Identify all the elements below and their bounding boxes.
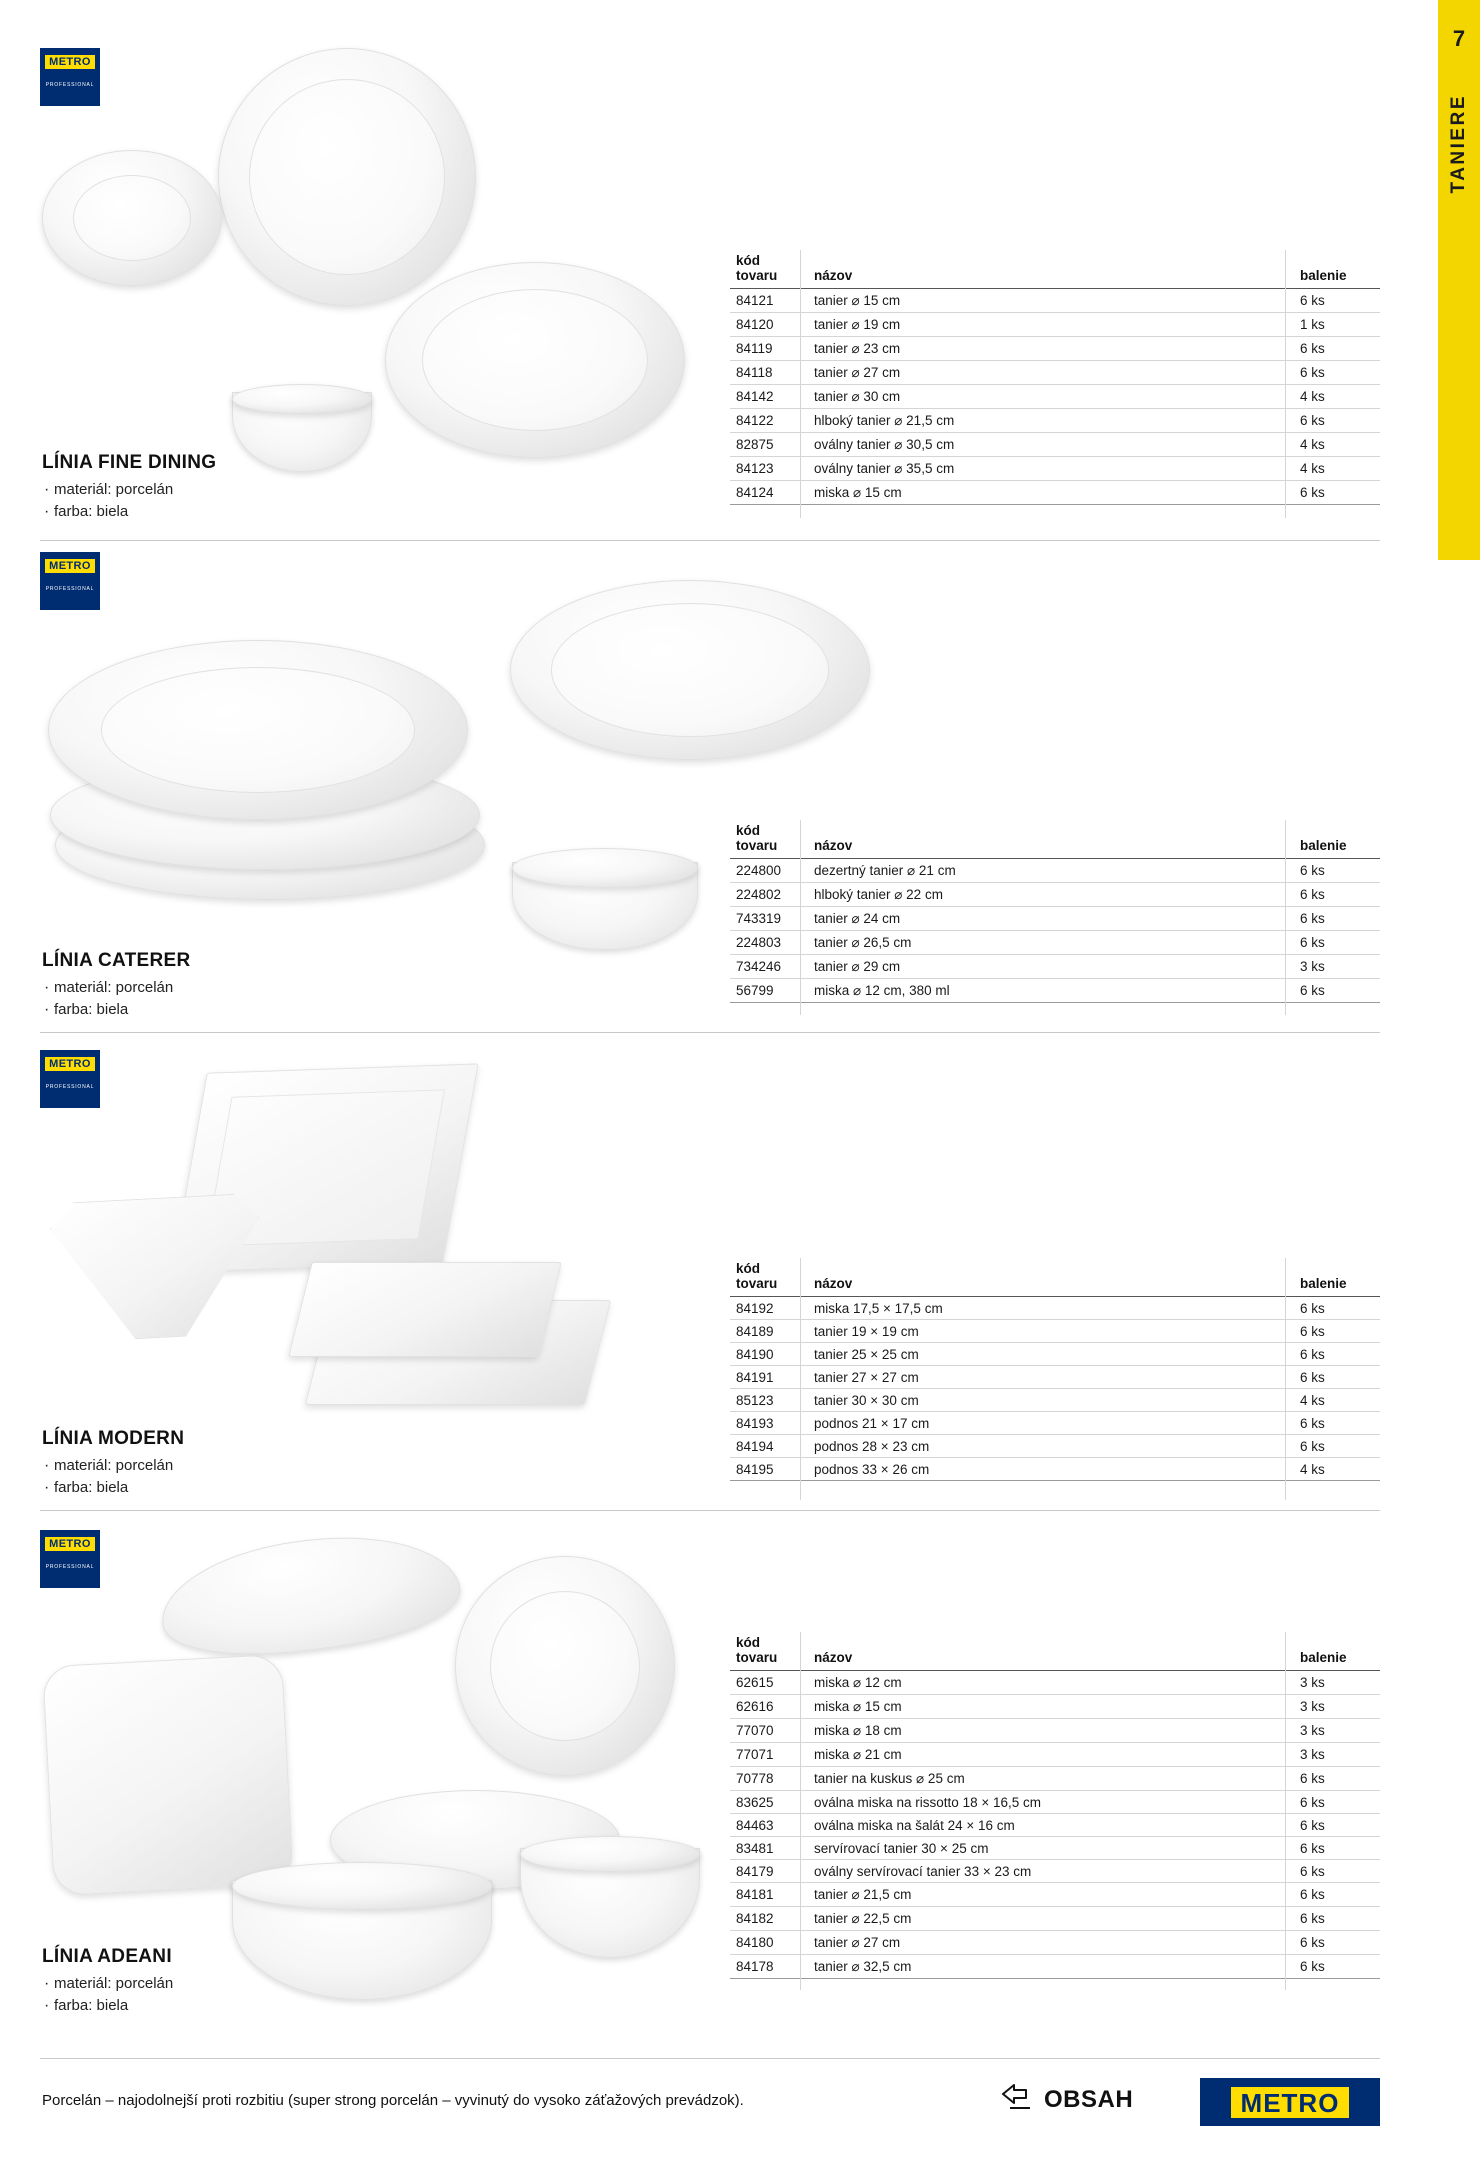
cell-name: tanier ⌀ 24 cm xyxy=(808,907,1294,931)
table-row xyxy=(730,1671,1380,1695)
obsah-label: OBSAH xyxy=(1044,2085,1134,2113)
cell-name: oválny servírovací tanier 33 × 23 cm xyxy=(808,1860,1294,1883)
back-arrow-icon xyxy=(1000,2082,1034,2117)
table-row xyxy=(730,859,1380,883)
table-row xyxy=(730,313,1380,337)
table-row xyxy=(730,979,1380,1003)
column-header-code: kód tovaru xyxy=(730,250,808,289)
cell-pack: 4 ks xyxy=(1294,433,1380,457)
table-row xyxy=(730,1814,1380,1837)
line-spec: · farba: biela xyxy=(42,999,191,1021)
table-row xyxy=(730,955,1380,979)
table-row xyxy=(730,361,1380,385)
cell-name: tanier ⌀ 29 cm xyxy=(808,955,1294,979)
cell-code: 84119 xyxy=(730,337,808,361)
cell-name: tanier ⌀ 30 cm xyxy=(808,385,1294,409)
cell-pack: 6 ks xyxy=(1294,1297,1380,1320)
cell-name: tanier na kuskus ⌀ 25 cm xyxy=(808,1767,1294,1791)
cell-pack: 3 ks xyxy=(1294,1695,1380,1719)
table-row xyxy=(730,907,1380,931)
line-title: LÍNIA ADEANI xyxy=(42,1946,172,1967)
table-column-divider xyxy=(800,250,801,518)
cell-code: 84463 xyxy=(730,1814,808,1837)
section-divider xyxy=(40,1510,1380,1511)
cell-name: miska ⌀ 15 cm xyxy=(808,481,1294,505)
cell-pack: 6 ks xyxy=(1294,907,1380,931)
cell-code: 62616 xyxy=(730,1695,808,1719)
cell-pack: 3 ks xyxy=(1294,1671,1380,1695)
metro-footer-wordmark: METRO xyxy=(1231,2087,1350,2118)
cell-name: oválna miska na rissotto 18 × 16,5 cm xyxy=(808,1791,1294,1814)
cell-pack: 6 ks xyxy=(1294,859,1380,883)
table-row xyxy=(730,1320,1380,1343)
table-row xyxy=(730,1695,1380,1719)
line-info-adeani xyxy=(42,1946,173,2017)
table-row xyxy=(730,1791,1380,1814)
cell-code: 84180 xyxy=(730,1931,808,1955)
cell-code: 84194 xyxy=(730,1435,808,1458)
cell-name: tanier ⌀ 27 cm xyxy=(808,361,1294,385)
cell-name: dezertný tanier ⌀ 21 cm xyxy=(808,859,1294,883)
cell-name: hlboký tanier ⌀ 22 cm xyxy=(808,883,1294,907)
cell-code: 224803 xyxy=(730,931,808,955)
cell-name: miska ⌀ 15 cm xyxy=(808,1695,1294,1719)
section-divider xyxy=(40,540,1380,541)
table-column-divider xyxy=(1285,820,1286,1015)
cell-code: 84182 xyxy=(730,1907,808,1931)
cell-pack: 1 ks xyxy=(1294,313,1380,337)
cell-name: miska ⌀ 12 cm xyxy=(808,1671,1294,1695)
table-row xyxy=(730,409,1380,433)
cell-name: podnos 21 × 17 cm xyxy=(808,1412,1294,1435)
cell-code: 84123 xyxy=(730,457,808,481)
metro-wordmark: METRO xyxy=(45,1537,95,1551)
cell-pack: 6 ks xyxy=(1294,1814,1380,1837)
cell-name: oválny tanier ⌀ 35,5 cm xyxy=(808,457,1294,481)
table-row xyxy=(730,1389,1380,1412)
footer-divider xyxy=(40,2058,1380,2059)
table-row xyxy=(730,1955,1380,1979)
cell-code: 77070 xyxy=(730,1719,808,1743)
cell-code: 734246 xyxy=(730,955,808,979)
cell-pack: 6 ks xyxy=(1294,1791,1380,1814)
cell-name: miska ⌀ 12 cm, 380 ml xyxy=(808,979,1294,1003)
cell-name: tanier 27 × 27 cm xyxy=(808,1366,1294,1389)
table-row xyxy=(730,1860,1380,1883)
cell-code: 84118 xyxy=(730,361,808,385)
cell-code: 84191 xyxy=(730,1366,808,1389)
cell-pack: 6 ks xyxy=(1294,1435,1380,1458)
table-row xyxy=(730,337,1380,361)
line-spec: · farba: biela xyxy=(42,501,216,523)
cell-name: tanier ⌀ 22,5 cm xyxy=(808,1907,1294,1931)
cell-pack: 6 ks xyxy=(1294,1320,1380,1343)
cell-pack: 3 ks xyxy=(1294,1719,1380,1743)
section-tab-label: TANIERE xyxy=(1448,94,1469,194)
cell-pack: 6 ks xyxy=(1294,409,1380,433)
cell-code: 84142 xyxy=(730,385,808,409)
cell-code: 84192 xyxy=(730,1297,808,1320)
cell-code: 84121 xyxy=(730,289,808,313)
table-column-divider xyxy=(800,1632,801,1990)
cell-pack: 6 ks xyxy=(1294,931,1380,955)
product-table-adeani xyxy=(730,1632,1380,1979)
cell-pack: 6 ks xyxy=(1294,1767,1380,1791)
cell-pack: 3 ks xyxy=(1294,1743,1380,1767)
cell-code: 84195 xyxy=(730,1458,808,1481)
cell-name: miska ⌀ 21 cm xyxy=(808,1743,1294,1767)
section-divider xyxy=(40,1032,1380,1033)
table-row xyxy=(730,1907,1380,1931)
cell-code: 84181 xyxy=(730,1883,808,1907)
cell-code: 84189 xyxy=(730,1320,808,1343)
cell-name: tanier ⌀ 26,5 cm xyxy=(808,931,1294,955)
table-column-divider xyxy=(1285,250,1286,518)
line-info-fine-dining xyxy=(42,452,216,523)
cell-pack: 6 ks xyxy=(1294,1955,1380,1979)
cell-pack: 6 ks xyxy=(1294,1860,1380,1883)
cell-name: tanier ⌀ 32,5 cm xyxy=(808,1955,1294,1979)
column-header-name: názov xyxy=(808,1632,1294,1671)
table-header-row xyxy=(730,1632,1380,1671)
cell-code: 62615 xyxy=(730,1671,808,1695)
line-spec: · materiál: porcelán xyxy=(42,1455,184,1477)
metro-professional-subtitle: PROFESSIONAL xyxy=(45,1564,95,1570)
cell-name: miska 17,5 × 17,5 cm xyxy=(808,1297,1294,1320)
table-column-divider xyxy=(1285,1632,1286,1990)
column-header-pack: balenie xyxy=(1294,820,1380,859)
table-row xyxy=(730,457,1380,481)
table-row xyxy=(730,1366,1380,1389)
cell-name: tanier ⌀ 15 cm xyxy=(808,289,1294,313)
cell-name: tanier ⌀ 23 cm xyxy=(808,337,1294,361)
metro-wordmark: METRO xyxy=(45,1057,95,1071)
product-table-modern xyxy=(730,1258,1380,1481)
cell-code: 83625 xyxy=(730,1791,808,1814)
cell-pack: 6 ks xyxy=(1294,1883,1380,1907)
cell-code: 84120 xyxy=(730,313,808,337)
table-row xyxy=(730,1837,1380,1860)
cell-pack: 4 ks xyxy=(1294,385,1380,409)
metro-professional-badge xyxy=(40,1530,100,1588)
cell-code: 84178 xyxy=(730,1955,808,1979)
metro-wordmark: METRO xyxy=(45,559,95,573)
table-row xyxy=(730,931,1380,955)
column-header-code: kód tovaru xyxy=(730,1632,808,1671)
cell-name: podnos 28 × 23 cm xyxy=(808,1435,1294,1458)
cell-pack: 6 ks xyxy=(1294,1366,1380,1389)
cell-code: 82875 xyxy=(730,433,808,457)
cell-code: 84179 xyxy=(730,1860,808,1883)
column-header-name: názov xyxy=(808,820,1294,859)
table-header-row xyxy=(730,1258,1380,1297)
cell-pack: 6 ks xyxy=(1294,1343,1380,1366)
cell-code: 85123 xyxy=(730,1389,808,1412)
cell-code: 77071 xyxy=(730,1743,808,1767)
metro-professional-badge xyxy=(40,552,100,610)
table-row xyxy=(730,1297,1380,1320)
line-spec: · materiál: porcelán xyxy=(42,479,216,501)
table-row xyxy=(730,433,1380,457)
cell-pack: 6 ks xyxy=(1294,289,1380,313)
column-header-pack: balenie xyxy=(1294,1258,1380,1297)
cell-pack: 6 ks xyxy=(1294,337,1380,361)
cell-name: tanier ⌀ 21,5 cm xyxy=(808,1883,1294,1907)
table-column-divider xyxy=(1285,1258,1286,1500)
line-spec: · materiál: porcelán xyxy=(42,977,191,999)
product-table-caterer xyxy=(730,820,1380,1003)
column-header-pack: balenie xyxy=(1294,250,1380,289)
obsah-link[interactable] xyxy=(1000,2082,1133,2117)
cell-pack: 6 ks xyxy=(1294,361,1380,385)
cell-code: 84193 xyxy=(730,1412,808,1435)
table-row xyxy=(730,1719,1380,1743)
cell-pack: 4 ks xyxy=(1294,1389,1380,1412)
cell-name: tanier 25 × 25 cm xyxy=(808,1343,1294,1366)
line-info-caterer xyxy=(42,950,191,1021)
table-row xyxy=(730,1883,1380,1907)
table-row xyxy=(730,385,1380,409)
metro-professional-subtitle: PROFESSIONAL xyxy=(45,1084,95,1090)
column-header-name: názov xyxy=(808,250,1294,289)
table-header-row xyxy=(730,250,1380,289)
cell-code: 83481 xyxy=(730,1837,808,1860)
line-title: LÍNIA CATERER xyxy=(42,950,191,971)
line-title: LÍNIA FINE DINING xyxy=(42,452,217,473)
table-column-divider xyxy=(800,820,801,1015)
cell-pack: 6 ks xyxy=(1294,1931,1380,1955)
metro-professional-badge xyxy=(40,48,100,106)
cell-pack: 6 ks xyxy=(1294,1412,1380,1435)
table-row xyxy=(730,481,1380,505)
page-footer xyxy=(0,2040,1480,2160)
table-row xyxy=(730,1767,1380,1791)
table-row xyxy=(730,883,1380,907)
cell-name: oválny tanier ⌀ 30,5 cm xyxy=(808,433,1294,457)
cell-code: 743319 xyxy=(730,907,808,931)
cell-pack: 6 ks xyxy=(1294,481,1380,505)
cell-name: tanier ⌀ 27 cm xyxy=(808,1931,1294,1955)
line-spec: · farba: biela xyxy=(42,1477,184,1499)
table-header-row xyxy=(730,820,1380,859)
cell-code: 84190 xyxy=(730,1343,808,1366)
cell-pack: 6 ks xyxy=(1294,1907,1380,1931)
cell-name: miska ⌀ 18 cm xyxy=(808,1719,1294,1743)
cell-name: tanier 30 × 30 cm xyxy=(808,1389,1294,1412)
column-header-code: kód tovaru xyxy=(730,1258,808,1297)
cell-name: servírovací tanier 30 × 25 cm xyxy=(808,1837,1294,1860)
cell-name: tanier 19 × 19 cm xyxy=(808,1320,1294,1343)
cell-pack: 4 ks xyxy=(1294,1458,1380,1481)
cell-pack: 6 ks xyxy=(1294,883,1380,907)
page-side-tab xyxy=(1438,0,1480,560)
table-column-divider xyxy=(800,1258,801,1500)
cell-name: tanier ⌀ 19 cm xyxy=(808,313,1294,337)
metro-professional-subtitle: PROFESSIONAL xyxy=(45,82,95,88)
cell-code: 56799 xyxy=(730,979,808,1003)
metro-wordmark: METRO xyxy=(45,55,95,69)
line-title: LÍNIA MODERN xyxy=(42,1428,185,1449)
cell-name: oválna miska na šalát 24 × 16 cm xyxy=(808,1814,1294,1837)
table-row xyxy=(730,1343,1380,1366)
cell-pack: 6 ks xyxy=(1294,979,1380,1003)
line-spec: · farba: biela xyxy=(42,1995,173,2017)
cell-name: hlboký tanier ⌀ 21,5 cm xyxy=(808,409,1294,433)
metro-professional-subtitle: PROFESSIONAL xyxy=(45,586,95,592)
cell-code: 84124 xyxy=(730,481,808,505)
cell-name: podnos 33 × 26 cm xyxy=(808,1458,1294,1481)
page-number: 7 xyxy=(1452,26,1466,51)
column-header-pack: balenie xyxy=(1294,1632,1380,1671)
product-table-fine-dining xyxy=(730,250,1380,505)
metro-professional-badge xyxy=(40,1050,100,1108)
table-row xyxy=(730,289,1380,313)
table-row xyxy=(730,1435,1380,1458)
table-row xyxy=(730,1931,1380,1955)
column-header-name: názov xyxy=(808,1258,1294,1297)
table-row xyxy=(730,1458,1380,1481)
table-row xyxy=(730,1412,1380,1435)
cell-code: 84122 xyxy=(730,409,808,433)
cell-pack: 3 ks xyxy=(1294,955,1380,979)
cell-code: 224802 xyxy=(730,883,808,907)
line-info-modern xyxy=(42,1428,184,1499)
cell-code: 70778 xyxy=(730,1767,808,1791)
metro-footer-logo xyxy=(1200,2078,1380,2126)
column-header-code: kód tovaru xyxy=(730,820,808,859)
cell-pack: 4 ks xyxy=(1294,457,1380,481)
cell-pack: 6 ks xyxy=(1294,1837,1380,1860)
cell-code: 224800 xyxy=(730,859,808,883)
line-spec: · materiál: porcelán xyxy=(42,1973,173,1995)
table-row xyxy=(730,1743,1380,1767)
footer-note: Porcelán – najodolnejší proti rozbitiu (super strong porcelán – vyvinutý do vysoko záťažových prevádzok). xyxy=(42,2092,744,2109)
